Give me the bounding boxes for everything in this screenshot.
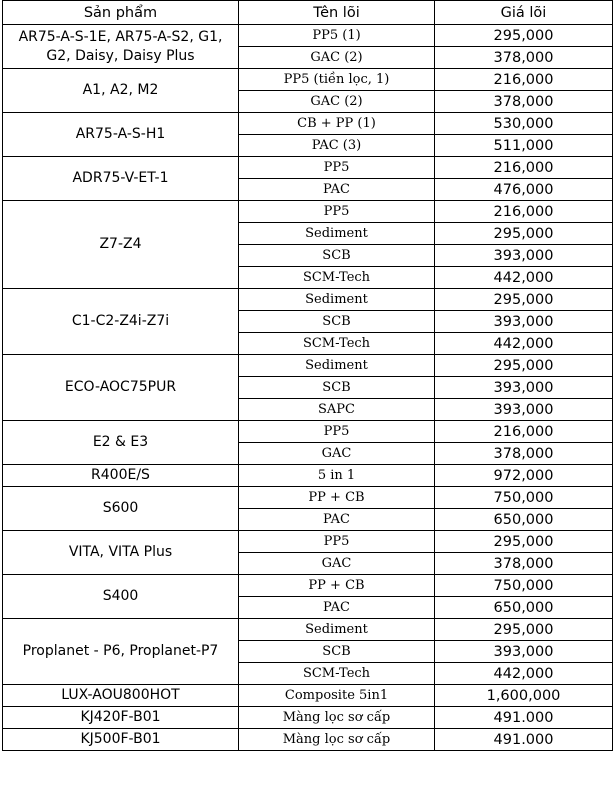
table-row [3,575,613,597]
product-cell: KJ420F-B01 [3,707,239,729]
table-row [3,421,613,443]
table-row [3,487,613,509]
table-row [3,619,613,641]
filter-cell: PAC [239,179,435,201]
filter-cell: SAPC [239,399,435,421]
table-row [3,707,613,729]
product-cell: VITA, VITA Plus [3,531,239,575]
filter-cell: PP5 (tiền lọc, 1) [239,69,435,91]
product-cell: E2 & E3 [3,421,239,465]
filter-cell: Màng lọc sơ cấp [239,729,435,751]
price-cell: 442,000 [435,333,613,355]
product-cell: AR75-A-S-H1 [3,113,239,157]
filter-cell: Composite 5in1 [239,685,435,707]
filter-cell: PP5 [239,201,435,223]
product-cell: S400 [3,575,239,619]
price-cell: 216,000 [435,157,613,179]
filter-cell: PAC [239,509,435,531]
table-row [3,113,613,135]
product-cell: C1-C2-Z4i-Z7i [3,289,239,355]
price-cell: 295,000 [435,619,613,641]
price-cell: 491.000 [435,707,613,729]
table-row [3,685,613,707]
price-cell: 393,000 [435,377,613,399]
price-cell: 378,000 [435,47,613,69]
price-cell: 650,000 [435,509,613,531]
price-cell: 393,000 [435,311,613,333]
table-row [3,465,613,487]
table-row [3,729,613,751]
header-row [3,1,613,25]
price-cell: 216,000 [435,69,613,91]
price-cell: 216,000 [435,421,613,443]
filter-cell: CB + PP (1) [239,113,435,135]
filter-cell: Sediment [239,223,435,245]
price-cell: 511,000 [435,135,613,157]
filter-cell: Sediment [239,355,435,377]
header-filter: Tên lõi [239,1,435,25]
table-row [3,289,613,311]
price-cell: 295,000 [435,223,613,245]
filter-cell: PP5 [239,531,435,553]
filter-cell: SCB [239,377,435,399]
filter-cell: GAC (2) [239,91,435,113]
price-cell: 295,000 [435,355,613,377]
filter-cell: PP5 (1) [239,25,435,47]
price-cell: 393,000 [435,245,613,267]
header-price: Giá lõi [435,1,613,25]
product-cell: R400E/S [3,465,239,487]
price-cell: 295,000 [435,289,613,311]
filter-cell: SCB [239,245,435,267]
price-cell: 378,000 [435,91,613,113]
price-cell: 491.000 [435,729,613,751]
table-row [3,25,613,47]
filter-cell: PP5 [239,157,435,179]
filter-cell: PP5 [239,421,435,443]
price-cell: 378,000 [435,553,613,575]
price-cell: 216,000 [435,201,613,223]
product-cell: KJ500F-B01 [3,729,239,751]
filter-cell: Sediment [239,289,435,311]
price-cell: 650,000 [435,597,613,619]
price-cell: 750,000 [435,575,613,597]
price-cell: 476,000 [435,179,613,201]
table-row [3,157,613,179]
product-cell: A1, A2, M2 [3,69,239,113]
filter-cell: PAC (3) [239,135,435,157]
filter-cell: SCM-Tech [239,267,435,289]
filter-cell: PP + CB [239,487,435,509]
price-cell: 442,000 [435,267,613,289]
product-cell: ADR75-V-ET-1 [3,157,239,201]
filter-cell: GAC [239,443,435,465]
product-cell: Z7-Z4 [3,201,239,289]
price-cell: 530,000 [435,113,613,135]
product-cell: Proplanet - P6, Proplanet-P7 [3,619,239,685]
filter-cell: SCB [239,311,435,333]
table-body [3,25,613,751]
price-cell: 295,000 [435,531,613,553]
price-cell: 393,000 [435,641,613,663]
filter-cell: PP + CB [239,575,435,597]
price-cell: 972,000 [435,465,613,487]
filter-cell: 5 in 1 [239,465,435,487]
price-cell: 295,000 [435,25,613,47]
table-row [3,201,613,223]
filter-cell: SCM-Tech [239,663,435,685]
product-cell: ECO-AOC75PUR [3,355,239,421]
filter-cell: GAC (2) [239,47,435,69]
table-row [3,355,613,377]
price-cell: 378,000 [435,443,613,465]
price-cell: 442,000 [435,663,613,685]
table-row [3,69,613,91]
table-row [3,531,613,553]
product-cell: S600 [3,487,239,531]
price-table [2,0,613,751]
price-cell: 1,600,000 [435,685,613,707]
price-cell: 393,000 [435,399,613,421]
product-cell: AR75-A-S-1E, AR75-A-S2, G1, G2, Daisy, Daisy Plus [3,25,239,69]
filter-cell: Màng lọc sơ cấp [239,707,435,729]
filter-cell: GAC [239,553,435,575]
filter-cell: Sediment [239,619,435,641]
filter-cell: PAC [239,597,435,619]
filter-cell: SCM-Tech [239,333,435,355]
product-cell: LUX-AOU800HOT [3,685,239,707]
header-product: Sản phẩm [3,1,239,25]
filter-cell: SCB [239,641,435,663]
price-cell: 750,000 [435,487,613,509]
